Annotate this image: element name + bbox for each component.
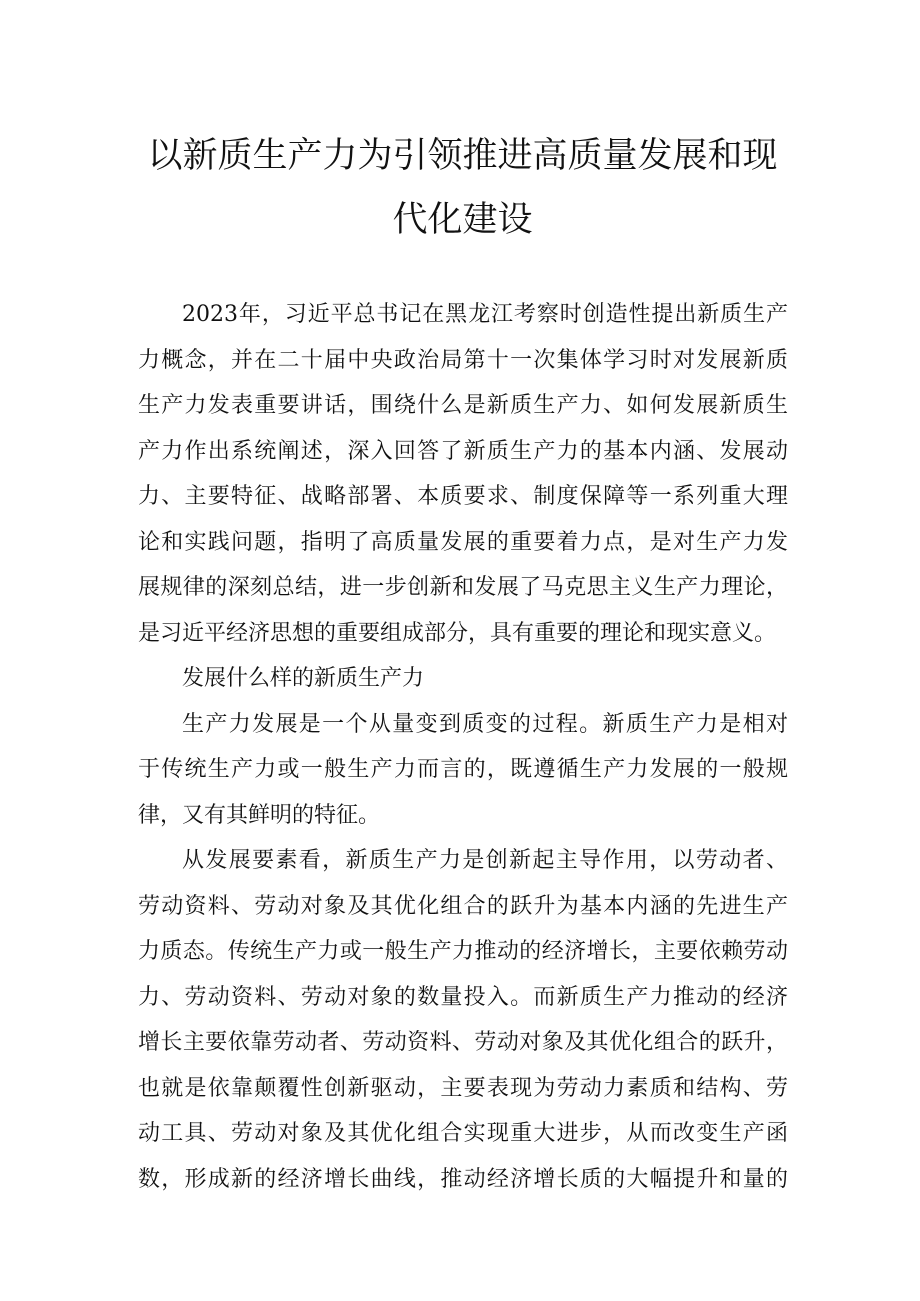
- text-line: 增长主要依靠劳动者、劳动资料、劳动对象及其优化组合的跃升，: [138, 1030, 788, 1055]
- text-line: 力、主要特征、战略部署、本质要求、制度保障等一系列重大理: [138, 484, 788, 509]
- text-line: 生产力发展是一个从量变到质变的过程。新质生产力是相对: [182, 711, 788, 737]
- document-body: [138, 292, 788, 1202]
- text-line: 力质态。传统生产力或一般生产力推动的经济增长，主要依赖劳动: [138, 939, 788, 964]
- text-line: 数，形成新的经济增长曲线，推动经济增长质的大幅提升和量的: [138, 1166, 788, 1192]
- section-heading: [138, 656, 788, 702]
- text-line: 动工具、劳动对象及其优化组合实现重大进步，从而改变生产函: [138, 1121, 788, 1146]
- text-line: 产力作出系统阐述，深入回答了新质生产力的基本内涵、发展动: [138, 438, 788, 464]
- title-line: 代化建设: [392, 200, 533, 240]
- text-line: 从发展要素看，新质生产力是创新起主导作用，以劳动者、: [182, 848, 788, 873]
- text-line: 展规律的深刻总结，进一步创新和发展了马克思主义生产力理论，: [138, 575, 788, 600]
- text-line: 也就是依靠颠覆性创新驱动，主要表现为劳动力素质和结构、劳: [138, 1075, 788, 1101]
- text-line: 2023年，习近平总书记在黑龙江考察时创造性提出新质生产: [182, 302, 788, 327]
- text-line: 力概念，并在二十届中央政治局第十一次集体学习时对发展新质: [138, 347, 788, 373]
- text-line: 于传统生产力或一般生产力而言的，既遵循生产力发展的一般规: [138, 757, 788, 782]
- title-line: 以新质生产力为引领推进高质量发展和现: [147, 136, 778, 176]
- text-line: 劳动资料、劳动对象及其优化组合的跃升为基本内涵的先进生产: [138, 893, 788, 919]
- text-line: 发展什么样的新质生产力: [182, 666, 425, 691]
- text-line: 力、劳动资料、劳动对象的数量投入。而新质生产力推动的经济: [138, 984, 788, 1010]
- paragraph: [138, 838, 788, 1202]
- text-line: 是习近平经济思想的重要组成部分，具有重要的理论和现实意义。: [138, 620, 777, 646]
- document-title: [140, 124, 785, 252]
- paragraph: [138, 292, 788, 656]
- text-line: 生产力发表重要讲话，围绕什么是新质生产力、如何发展新质生: [138, 393, 788, 418]
- paragraph: [138, 702, 788, 839]
- text-line: 律，又有其鲜明的特征。: [138, 802, 381, 828]
- text-line: 论和实践问题，指明了高质量发展的重要着力点，是对生产力发: [138, 529, 788, 555]
